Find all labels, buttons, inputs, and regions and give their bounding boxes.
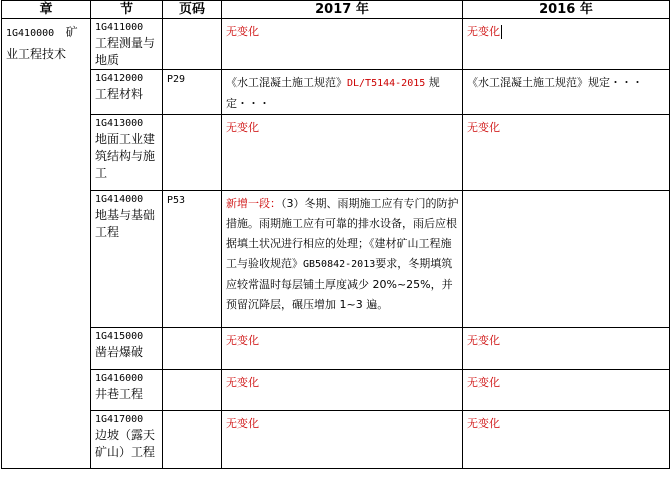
- page-cell: [163, 115, 222, 191]
- section-name: 地基与基础工程: [95, 208, 156, 239]
- section-cell: [91, 115, 163, 191]
- section-name: 井巷工程: [95, 387, 144, 401]
- section-code: 1G411000: [95, 22, 144, 33]
- table-row: [2, 328, 670, 370]
- header-chapter: 章: [2, 1, 91, 19]
- section-cell: [91, 191, 163, 328]
- section-code: 1G413000: [95, 118, 144, 129]
- cell-2016: 无变化: [463, 370, 670, 411]
- chapter-code: 1G410000: [6, 28, 55, 39]
- section-cell: [91, 370, 163, 411]
- header-row: [2, 1, 670, 19]
- cell-2017: 无变化: [222, 411, 463, 469]
- section-name: 工程材料: [95, 87, 144, 101]
- header-2016: 2016 年: [463, 1, 670, 19]
- chapter-name-head: 矿: [65, 25, 78, 39]
- cell-2017: 无变化: [222, 370, 463, 411]
- section-name: 地面工业建筑结构与施工: [95, 132, 156, 180]
- section-cell: [91, 411, 163, 469]
- cell-2016: 无变化: [463, 19, 670, 70]
- section-code: 1G414000: [95, 194, 144, 205]
- section-code: 1G412000: [95, 73, 144, 84]
- section-cell: [91, 328, 163, 370]
- section-name: 工程测量与地质: [95, 36, 156, 67]
- table-row: [2, 370, 670, 411]
- chapter-name: 业工程技术: [6, 47, 67, 61]
- header-page: 页码: [163, 1, 222, 19]
- new-paragraph-label: 新增一段：: [226, 197, 281, 210]
- section-code: 1G416000: [95, 373, 144, 384]
- section-name: 凿岩爆破: [95, 345, 144, 359]
- table-row: [2, 411, 670, 469]
- cell-2017: 无变化: [222, 328, 463, 370]
- header-section: 节: [91, 1, 163, 19]
- cell-2017: 新增一段：（3）冬期、雨期施工应有专门的防护措施。雨期施工应有可靠的排水设备，雨后应根据填土状况进行相应的处理；《建材矿山工程施工与验收规范》GB50842-2013要求，冬期填筑应较常温时每层铺土厚度减少 20%~25%，并预留沉降层，碾压增加 1~3 遍。: [222, 191, 463, 328]
- cell-2017: 无变化: [222, 19, 463, 70]
- cell-2017: 无变化: [222, 115, 463, 191]
- table-row: [2, 191, 670, 328]
- cell-2016: 无变化: [463, 115, 670, 191]
- cell-2016: [463, 191, 670, 328]
- page-cell: [163, 411, 222, 469]
- page-cell: [163, 19, 222, 70]
- cell-2016: 《水工混凝土施工规范》规定・・・: [463, 70, 670, 115]
- header-2017: 2017 年: [222, 1, 463, 19]
- section-cell: [91, 70, 163, 115]
- cell-2016: 无变化: [463, 411, 670, 469]
- table-row: [2, 70, 670, 115]
- section-cell: [91, 19, 163, 70]
- section-name: 边坡（露天矿山）工程: [95, 428, 156, 459]
- page-cell: P29: [163, 70, 222, 115]
- section-code: 1G417000: [95, 414, 144, 425]
- page-cell: [163, 370, 222, 411]
- cell-2017: 《水工混凝土施工规范》DL/T5144-2015 规定・・・: [222, 70, 463, 115]
- text-cursor: [501, 25, 502, 39]
- chapter-cell: [2, 19, 91, 469]
- page-cell: P53: [163, 191, 222, 328]
- section-code: 1G415000: [95, 331, 144, 342]
- cell-2016: 无变化: [463, 328, 670, 370]
- page-cell: [163, 328, 222, 370]
- table-row: [2, 115, 670, 191]
- table-row: [2, 19, 670, 70]
- comparison-table: [1, 0, 670, 469]
